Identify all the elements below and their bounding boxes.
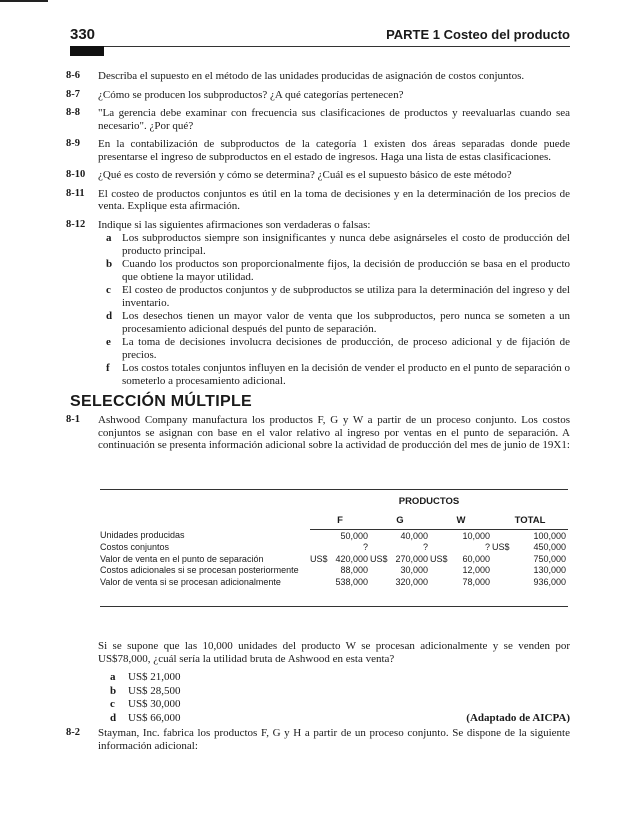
question-number: 8-12 bbox=[66, 218, 86, 230]
item-letter: f bbox=[106, 362, 110, 374]
question-list bbox=[66, 70, 570, 393]
question-8-12 bbox=[66, 219, 570, 388]
value-cell: 320,000 bbox=[395, 576, 428, 587]
option-value: US$ 21,000 bbox=[128, 671, 181, 683]
value-cell: 450,000 bbox=[533, 542, 566, 552]
value-cell: 50,000 bbox=[340, 530, 368, 541]
running-head: PARTE 1 Costeo del producto bbox=[386, 27, 570, 42]
currency-cell bbox=[430, 565, 452, 577]
table-bottom-rule bbox=[100, 606, 568, 607]
question-8-8 bbox=[66, 107, 570, 132]
question-number: 8-8 bbox=[66, 107, 80, 118]
question-text: Indique si las siguientes afirmaciones son verdaderas o falsas: bbox=[98, 218, 371, 231]
true-false-item bbox=[98, 336, 570, 361]
option-letter: c bbox=[110, 698, 115, 710]
mc-prompt-row bbox=[66, 640, 570, 665]
value-cell: 538,000 bbox=[335, 576, 368, 587]
mc-question-row bbox=[66, 414, 570, 452]
option-value: US$ 30,000 bbox=[128, 698, 181, 710]
row-label: Costos conjuntos bbox=[100, 542, 170, 552]
answer-option bbox=[66, 671, 570, 685]
option-letter: a bbox=[110, 671, 116, 683]
answer-option bbox=[66, 698, 570, 712]
value-cell: 12,000 bbox=[462, 565, 490, 575]
item-text: La toma de decisiones involucra decisiones de producción, de proceso adicional y de fijación de precios. bbox=[122, 336, 570, 361]
top-edge-rule bbox=[0, 0, 48, 2]
currency-cell bbox=[310, 530, 332, 542]
header-block-marker bbox=[70, 46, 104, 56]
column-header: F bbox=[310, 507, 370, 530]
question-text: Stayman, Inc. fabrica los productos F, G y H a partir de un proceso conjunto. Se dispone de la siguiente información adicional: bbox=[98, 727, 570, 752]
answer-option bbox=[66, 712, 570, 726]
currency-cell: US$ bbox=[370, 553, 388, 564]
value-cell: 100,000 bbox=[533, 530, 566, 541]
question-8-6 bbox=[66, 70, 570, 83]
value-cell: ? bbox=[484, 542, 490, 552]
value-cell: 78,000 bbox=[462, 576, 490, 587]
row-label: Valor de venta si se procesan adicionalmente bbox=[100, 576, 281, 587]
currency-cell bbox=[430, 530, 452, 542]
item-text: Los subproductos siempre son insignificantes y nunca debe asignárseles el costo de producción del producto principal. bbox=[122, 232, 570, 257]
value-cell: 88,000 bbox=[340, 565, 368, 575]
question-number: 8-6 bbox=[66, 70, 80, 81]
value-cell: 40,000 bbox=[400, 530, 428, 541]
section-title: SELECCIÓN MÚLTIPLE bbox=[70, 393, 252, 410]
mc-question-8-2 bbox=[66, 727, 570, 758]
currency-cell: US$ bbox=[492, 542, 510, 552]
item-text: Los costos totales conjuntos influyen en la decisión de vender el producto en el punto de separación o someterlo a procesamiento adicional. bbox=[122, 362, 570, 387]
currency-cell bbox=[310, 565, 332, 577]
item-letter: a bbox=[106, 232, 112, 244]
question-text: ¿Cómo se producen los subproductos? ¿A qué categorías pertenecen? bbox=[98, 88, 404, 101]
currency-cell bbox=[310, 542, 332, 554]
item-text: Cuando los productos son proporcionalmente fijos, la decisión de producción se basa en el producto que obtiene la mayor utilidad. bbox=[122, 258, 570, 283]
true-false-item bbox=[98, 362, 570, 387]
currency-cell bbox=[370, 565, 392, 577]
question-body bbox=[98, 219, 570, 388]
question-8-11 bbox=[66, 188, 570, 213]
value-cell: ? bbox=[422, 542, 428, 552]
answer-options bbox=[66, 671, 570, 725]
currency-cell bbox=[492, 530, 514, 542]
question-text: El costeo de productos conjuntos es útil en la toma de decisiones y en la determinación de los precios de venta. Explique esta afirmación. bbox=[98, 187, 570, 212]
item-text: El costeo de productos conjuntos y de subproductos se utiliza para la determinación del ingreso y del inventario. bbox=[122, 284, 570, 309]
question-text: Describa el supuesto en el método de las unidades producidas de asignación de costos conjuntos. bbox=[98, 70, 525, 82]
row-label: Unidades producidas bbox=[100, 530, 185, 541]
mc-question-8-1 bbox=[66, 414, 570, 458]
question-number: 8-9 bbox=[66, 138, 80, 149]
question-number: 8-11 bbox=[66, 187, 85, 199]
currency-cell: US$ bbox=[310, 553, 328, 564]
true-false-item bbox=[98, 232, 570, 257]
table-top-rule bbox=[100, 489, 568, 490]
value-cell: 130,000 bbox=[533, 565, 566, 575]
question-text: ¿Qué es costo de reversión y cómo se determina? ¿Cuál es el supuesto básico de este método? bbox=[98, 169, 512, 181]
item-letter: e bbox=[106, 336, 111, 348]
data-table bbox=[100, 507, 568, 588]
products-table bbox=[100, 489, 568, 607]
column-header: TOTAL bbox=[492, 507, 568, 530]
table-group-header: PRODUCTOS bbox=[398, 496, 460, 507]
item-letter: d bbox=[106, 310, 113, 322]
true-false-item bbox=[98, 258, 570, 283]
value-cell: 60,000 bbox=[462, 553, 490, 564]
currency-cell: US$ bbox=[430, 553, 448, 564]
row-label: Costos adicionales si se procesan posteriormente bbox=[100, 565, 299, 575]
option-value: US$ 66,000 bbox=[128, 711, 181, 724]
question-text: Ashwood Company manufactura los productos F, G y W a partir de un proceso conjunto. Los costos conjuntos se asignan con base en el valor relativo al ingreso por ventas en el punto de separación. A continuación se presenta información adicional sobre la actividad de producción del mes de junio de 19X1: bbox=[98, 414, 570, 451]
question-text: En la contabilización de subproductos de la categoría 1 existen dos áreas separadas donde puede presentarse el ingreso de subproductos en el estado de ingresos. Haga una lista de estas clasificaciones. bbox=[98, 138, 570, 163]
question-8-9 bbox=[66, 138, 570, 163]
question-8-10 bbox=[66, 169, 570, 182]
header-spacer bbox=[100, 507, 310, 530]
option-letter: d bbox=[110, 711, 117, 724]
currency-cell bbox=[492, 576, 514, 588]
item-letter: c bbox=[106, 284, 111, 296]
question-number-spacer bbox=[66, 640, 98, 665]
currency-cell bbox=[430, 542, 452, 554]
question-number: 8-10 bbox=[66, 169, 86, 180]
question-text: "La gerencia debe examinar con frecuencia sus clasificaciones de productos y reevaluarlas cuando sea necesario". ¿Por qué? bbox=[98, 107, 570, 132]
value-cell: 420,000 bbox=[335, 553, 368, 564]
option-value: US$ 28,500 bbox=[128, 684, 181, 697]
value-cell: 10,000 bbox=[462, 530, 490, 541]
currency-cell bbox=[492, 553, 514, 565]
header-rule bbox=[70, 46, 570, 47]
option-letter: b bbox=[110, 684, 117, 697]
table-row bbox=[100, 576, 568, 588]
true-false-item bbox=[98, 310, 570, 335]
currency-cell bbox=[492, 565, 514, 577]
table-row bbox=[100, 530, 568, 542]
question-number: 8-1 bbox=[66, 414, 80, 425]
value-cell: 750,000 bbox=[533, 553, 566, 564]
currency-cell bbox=[370, 530, 392, 542]
column-header: W bbox=[430, 507, 492, 530]
currency-cell bbox=[370, 576, 392, 588]
currency-cell bbox=[310, 576, 332, 588]
currency-cell bbox=[430, 576, 452, 588]
mc-question-8-1-prompt bbox=[66, 640, 570, 725]
source-citation: (Adaptado de AICPA) bbox=[466, 711, 570, 724]
table-row bbox=[100, 553, 568, 565]
row-label: Valor de venta en el punto de separación bbox=[100, 553, 264, 564]
item-letter: b bbox=[106, 258, 113, 270]
question-number: 8-7 bbox=[66, 88, 80, 100]
value-cell: ? bbox=[362, 542, 368, 552]
question-8-7 bbox=[66, 89, 570, 102]
question-text: Si se supone que las 10,000 unidades del producto W se procesan adicionalmente y se venden por US$78,000, ¿cuál sería la utilidad bruta de Ashwood en esta venta? bbox=[98, 640, 570, 665]
mc-question-row bbox=[66, 727, 570, 752]
question-number: 8-2 bbox=[66, 727, 80, 738]
value-cell: 270,000 bbox=[395, 553, 428, 564]
table-header-row bbox=[100, 507, 568, 530]
answer-option bbox=[66, 685, 570, 699]
value-cell: 30,000 bbox=[400, 565, 428, 575]
table-row bbox=[100, 542, 568, 554]
value-cell: 936,000 bbox=[533, 576, 566, 587]
table-row bbox=[100, 565, 568, 577]
column-header: G bbox=[370, 507, 430, 530]
currency-cell bbox=[370, 542, 392, 554]
true-false-item bbox=[98, 284, 570, 309]
page-number: 330 bbox=[70, 26, 96, 43]
item-text: Los desechos tienen un mayor valor de venta que los subproductos, pero nunca se someten a un procesamiento adicional después del punto de separación. bbox=[122, 310, 570, 335]
